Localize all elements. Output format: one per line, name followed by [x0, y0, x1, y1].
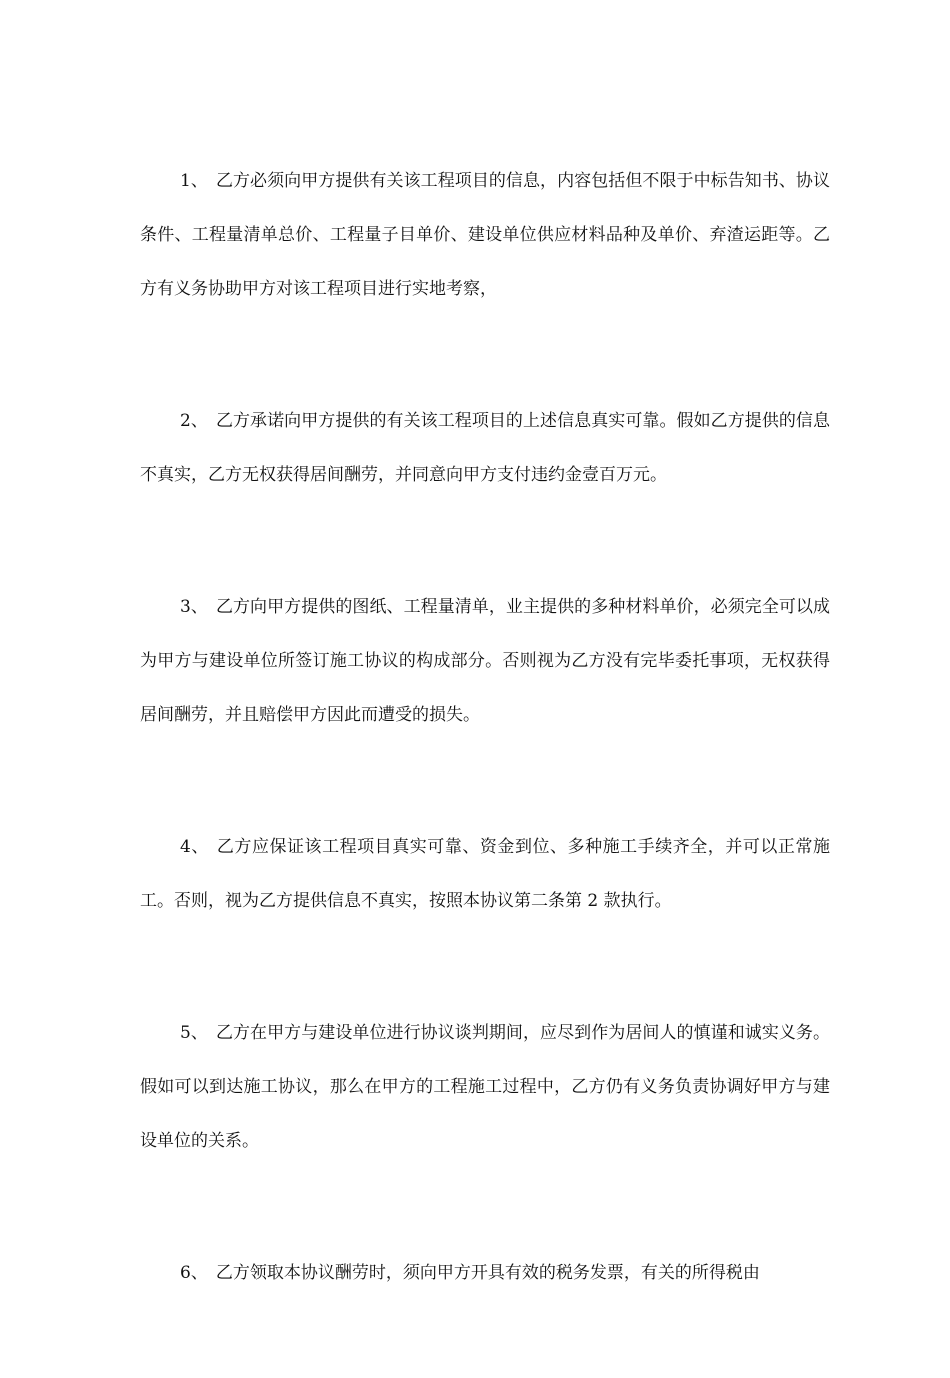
- clause-number: 5、: [180, 1023, 208, 1043]
- clause-text: 乙方在甲方与建设单位进行协议谈判期间，应尽到作为居间人的慎谨和诚实义务。假如可以到达施工协议，那么在甲方的工程施工过程中，乙方仍有义务负责协调好甲方与建设单位的关系。: [140, 1023, 830, 1151]
- clause-6: [140, 1246, 830, 1300]
- clause-text: 乙方向甲方提供的图纸、工程量清单，业主提供的多种材料单价，必须完全可以成为甲方与建设单位所签订施工协议的构成部分。否则视为乙方没有完毕委托事项，无权获得居间酬劳，并且赔偿甲方因此而遭受的损失。: [140, 597, 830, 725]
- clause-number: 3、: [180, 597, 208, 617]
- clause-text: 乙方领取本协议酬劳时，须向甲方开具有效的税务发票，有关的所得税由: [215, 1263, 760, 1283]
- clause-number: 1、: [180, 171, 208, 191]
- clause-number: 2、: [180, 411, 208, 431]
- clause-4: [140, 820, 830, 928]
- clause-1: [140, 154, 830, 316]
- clause-2: [140, 394, 830, 502]
- clause-text: 乙方必须向甲方提供有关该工程项目的信息，内容包括但不限于中标告知书、协议条件、工程量清单总价、工程量子目单价、建设单位供应材料品种及单价、弃渣运距等。乙方有义务协助甲方对该工程项目进行实地考察，: [140, 171, 830, 299]
- document-body: [140, 154, 830, 1378]
- clause-5: [140, 1006, 830, 1168]
- clause-3: [140, 580, 830, 742]
- clause-number: 6、: [180, 1263, 208, 1283]
- clause-text: 乙方应保证该工程项目真实可靠、资金到位、多种施工手续齐全，并可以正常施工。否则，视为乙方提供信息不真实，按照本协议第二条第 2 款执行。: [140, 837, 830, 911]
- clause-text: 乙方承诺向甲方提供的有关该工程项目的上述信息真实可靠。假如乙方提供的信息不真实，乙方无权获得居间酬劳，并同意向甲方支付违约金壹百万元。: [140, 411, 830, 485]
- clause-number: 4、: [180, 837, 209, 857]
